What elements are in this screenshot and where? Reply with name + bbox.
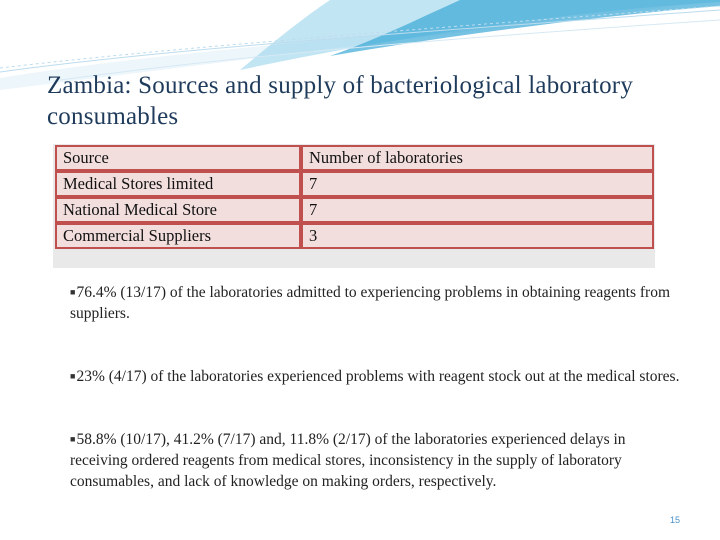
table-row bbox=[55, 171, 654, 197]
finding-item bbox=[70, 366, 685, 387]
finding-lead: 76.4% (13/17) bbox=[76, 284, 166, 301]
finding-item bbox=[70, 429, 685, 492]
header-source: Source bbox=[55, 145, 301, 171]
square-bullet-icon: ■ bbox=[70, 371, 76, 381]
cell-source: Medical Stores limited bbox=[55, 171, 301, 197]
finding-text: of the laboratories admitted to experiencing problems in obtaining reagents from suppliers. bbox=[70, 284, 671, 322]
table-header-row bbox=[55, 145, 654, 171]
cell-source: National Medical Store bbox=[55, 197, 301, 223]
finding-lead: 58.8% (10/17), 41.2% (7/17) and, 11.8% (2/17) bbox=[76, 431, 371, 448]
square-bullet-icon: ■ bbox=[70, 434, 76, 444]
slide-title: Zambia: Sources and supply of bacteriological laboratory consumables bbox=[47, 72, 634, 130]
cell-source: Commercial Suppliers bbox=[55, 223, 301, 249]
finding-text: of the laboratories experienced delays in receiving ordered reagents from medical stores, inconsistency in the supply of laboratory consumables, and lack of knowledge on making orders, respectively. bbox=[70, 431, 626, 490]
sources-table bbox=[55, 145, 654, 249]
header-number-of-laboratories: Number of laboratories bbox=[301, 145, 654, 171]
finding-lead: 23% (4/17) bbox=[76, 368, 147, 385]
finding-text: of the laboratories experienced problems with reagent stock out at the medical stores. bbox=[146, 368, 680, 385]
findings-list bbox=[70, 282, 685, 534]
sources-table-container bbox=[53, 144, 655, 268]
cell-count: 7 bbox=[301, 171, 654, 197]
table-row bbox=[55, 197, 654, 223]
table-row bbox=[55, 223, 654, 249]
page-number: 15 bbox=[670, 515, 681, 525]
cell-count: 3 bbox=[301, 223, 654, 249]
square-bullet-icon: ■ bbox=[70, 287, 76, 297]
cell-count: 7 bbox=[301, 197, 654, 223]
finding-item bbox=[70, 282, 685, 324]
